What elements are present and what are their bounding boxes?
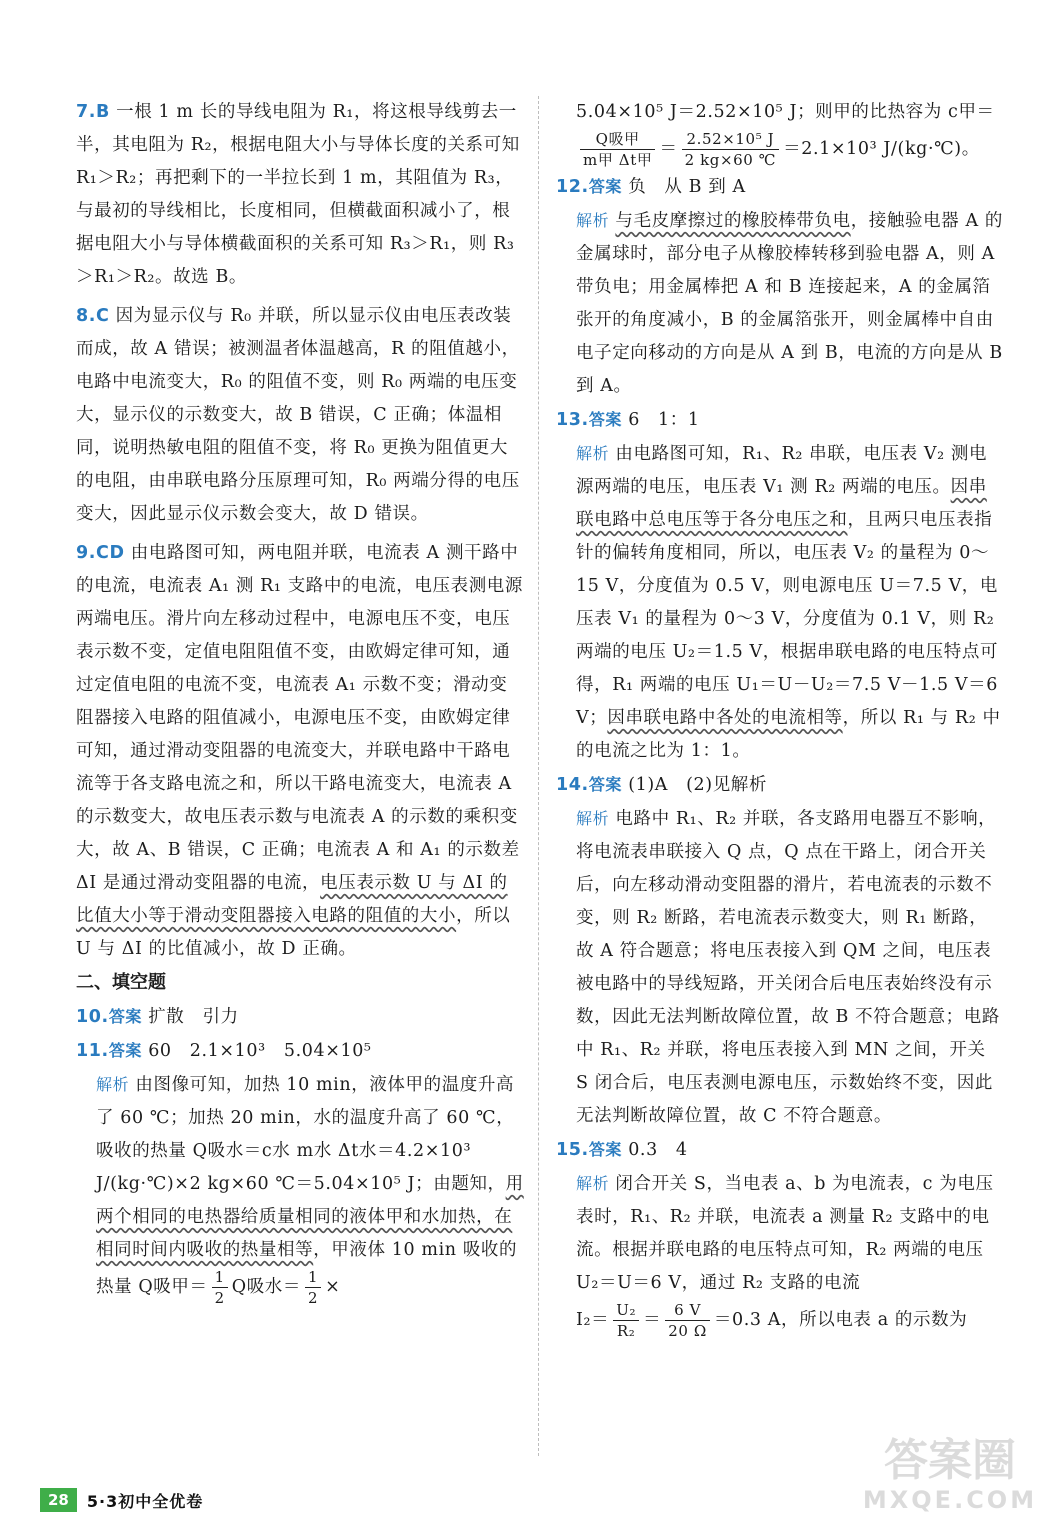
question-11-emphasis: 用两个相同的电热器给质量相同的液体甲和水加热，在相同时间内吸收的热量相等 <box>96 1174 524 1260</box>
explanation-tag: 解析 <box>576 809 610 828</box>
question-7 <box>76 96 524 294</box>
question-14-answer-text: (1)A (2)见解析 <box>628 775 768 795</box>
question-11-expl-a: 由图像可知，加热 10 min，液体甲的温度升高了 60 ℃；加热 20 min，水的温度升高了 60 ℃，吸收的热量 Q吸水＝c水 m水 Δt水＝4.2×10³ J/(kg·℃)×2 kg×60 ℃＝5.04×10⁵ J；由题知， <box>96 1075 515 1194</box>
watermark-line-1: 答案圈 <box>884 1435 1016 1486</box>
question-15-number: 15. <box>556 1140 589 1160</box>
question-8-number: 8.C <box>76 306 110 326</box>
answer-tag: 答案 <box>108 1041 143 1060</box>
question-8 <box>76 300 524 531</box>
equals-sign: ＝ <box>643 1310 662 1330</box>
question-12-answer-text: 负 从 B 到 A <box>628 177 746 197</box>
question-13-emphasis-2: 因串联电路中各处的电流相等 <box>607 708 843 728</box>
question-9-text-a: 由电路图可知，两电阻并联，电流表 A 测干路中的电流，电流表 A₁ 测 R₁ 支路中的电流，电压表测电源两端电压。滑片向左移动过程中，电源电压不变，电压表示数不变，定值电阻阻值不变，由欧姆定律可知，通过定值电阻的电流不变，电流表 A₁ 示数不变；滑动变阻器接入电路的阻值减小，电源电压不变，由欧姆定律可知，通过滑动变阻器的电流变大，并联电路中干路电流等于各支路电流之和，所以干路电流变大，电流表 A 的示数变大，故电压表示数与电流表 A 的示数的乘积变大，故 A、B 错误，C 正确；电流表 A 和 A₁ 的示数差 ΔI 是通过滑动变阻器的电流， <box>76 543 523 893</box>
question-12-expl: ，接触验电器 A 的金属球时，部分电子从橡胶棒转移到验电器 A，则 A 带负电；用金属棒把 A 和 B 连接起来，A 的金属箔张开的角度减小，B 的金属箔张开，则金属棒中自由电子定向移动的方向是从 A 到 B，电流的方向是从 B 到 A。 <box>576 211 1003 396</box>
explanation-tag: 解析 <box>96 1075 130 1094</box>
question-9-emphasis: 电压表示数 U 与 ΔI 的比值大小等于滑动变阻器接入电路的阻值的大小 <box>76 873 508 926</box>
question-10-answer <box>76 1000 524 1034</box>
question-14-explanation <box>556 802 1004 1133</box>
watermark-logo <box>855 1436 1045 1526</box>
question-11-answer <box>76 1034 524 1068</box>
times-sign: × <box>325 1277 341 1297</box>
question-14-expl: 电路中 R₁、R₂ 并联，各支路用电器互不影响，将电流表串联接入 Q 点，Q 点在干路上，闭合开关后，向左移动滑动变阻器的滑片，若电流表的示数不变，则 R₂ 断路，若电流表示数变大，则 R₁ 断路，故 A 符合题意；将电压表接入到 QM 之间，电压表被电路中的导线短路，开关闭合后电压表始终没有示数，因此无法判断故障位置，故 B 不符合题意；电路中 R₁、R₂ 并联，将电压表接入到 MN 之间，开关 S 闭合后，电压表测电源电压，示数始终不变，因此无法判断故障位置，故 C 不符合题意。 <box>576 809 1000 1126</box>
question-13-answer-text: 6 1：1 <box>628 410 700 430</box>
equals-sign: ＝ <box>659 139 678 159</box>
explanation-tag: 解析 <box>576 1174 610 1193</box>
question-15-expl: 闭合开关 S，当电表 a、b 为电流表，c 为电压表时，R₁、R₂ 并联，电流表 a 测量 R₂ 支路中的电流。根据并联电路的电压特点可知，R₂ 两端的电压 U₂＝U＝6 V，通过 R₂ 支路的电流 <box>576 1174 994 1293</box>
answer-tag: 答案 <box>588 410 623 429</box>
question-13-number: 13. <box>556 410 589 430</box>
question-10-answer-text: 扩散 引力 <box>148 1007 239 1027</box>
question-13-emphasis-1: 因串联电路中总电压等于各分电压之和 <box>576 477 987 530</box>
book-brand: 5·3初中全优卷 <box>86 1491 204 1511</box>
left-column <box>76 96 524 1308</box>
fraction-specific-heat: $\frac{\text{Q吸甲}}{\text{m甲 Δt甲}}$ <box>580 129 655 170</box>
question-13-expl-a: 由电路图可知，R₁、R₂ 串联，电压表 V₂ 测电源两端的电压，电压表 V₁ 测 R₂ 两端的电压。 <box>576 444 988 497</box>
question-9 <box>76 537 524 966</box>
answer-tag: 答案 <box>588 177 623 196</box>
question-8-text: 因为显示仪与 R₀ 并联，所以显示仪由电压表改装而成，故 A 错误；被测温者体温越高，R 的阻值越小，电路中电流变大，R₀ 的阻值不变，则 R₀ 两端的电压变大，显示仪的示数变大，故 B 错误，C 正确；体温相同，说明热敏电阻的阻值不变，将 R₀ 更换为阻值更大的电阻，由串联电路分压原理可知，R₀ 两端分得的电压变大，因此显示仪示数会变大，故 D 错误。 <box>76 306 520 524</box>
question-7-number: 7.B <box>76 102 110 122</box>
column-divider <box>538 96 539 1456</box>
question-12-emphasis: 与毛皮摩擦过的橡胶棒带负电 <box>615 211 851 231</box>
answer-tag: 答案 <box>108 1007 143 1026</box>
continued-text: 5.04×10⁵ J＝2.52×10⁵ J；则甲的比热容为 c甲＝ <box>576 102 995 122</box>
question-15-end: ＝0.3 A，所以电表 a 的示数为 <box>713 1310 968 1330</box>
question-12-answer <box>556 170 1004 204</box>
question-13-explanation <box>556 437 1004 768</box>
question-12-number: 12. <box>556 177 589 197</box>
question-15-answer-text: 0.3 4 <box>628 1140 688 1160</box>
question-11-expl-b: ，甲液体 10 min 吸收的热量 Q吸甲＝ <box>96 1240 518 1297</box>
question-11-continued <box>556 96 1004 170</box>
question-13-answer <box>556 403 1004 437</box>
question-12-explanation <box>556 204 1004 403</box>
watermark-line-2: MXQE.COM <box>862 1486 1038 1514</box>
answer-tag: 答案 <box>588 775 623 794</box>
explanation-tag: 解析 <box>576 211 610 230</box>
question-11-expl-c: Q吸水＝ <box>231 1277 302 1297</box>
fraction-half: $\frac{1}{2}$ <box>212 1267 228 1308</box>
right-column <box>556 96 1004 1341</box>
question-14-number: 14. <box>556 775 589 795</box>
page-footer <box>40 1488 203 1512</box>
current-symbol: I₂＝ <box>576 1310 610 1330</box>
question-10-number: 10. <box>76 1007 109 1027</box>
fraction-values: $\frac{\text{2.52×10⁵ J}}{2 kg\times 60 ℃}$ <box>682 129 780 170</box>
question-13-expl-c: ，所以 R₁ 与 R₂ 中的电流之比为 1：1。 <box>576 708 1001 761</box>
question-11-answer-text: 60 2.1×10³ 5.04×10⁵ <box>148 1041 372 1061</box>
question-9-text-b: ，所以 U 与 ΔI 的比值减小，故 D 正确。 <box>76 906 511 959</box>
fraction-numbers: $\frac{6 V}{20 \Omega}$ <box>665 1300 710 1341</box>
page-number: 28 <box>40 1488 77 1512</box>
specific-heat-result: ＝2.1×10³ J/(kg·℃)。 <box>783 139 980 159</box>
question-7-text: 一根 1 m 长的导线电阻为 R₁，将这根导线剪去一半，其电阻为 R₂，根据电阻大小与导体长度的关系可知 R₁＞R₂；再把剩下的一半拉长到 1 m，其阻值为 R₃，与最初的导线相比，长度相同，但横截面积减小了，根据电阻大小与导体横截面积的关系可知 R₃＞R₁，则 R₃＞R₁＞R₂。故选 B。 <box>76 102 520 287</box>
question-11-number: 11. <box>76 1041 109 1061</box>
question-15-answer <box>556 1133 1004 1167</box>
question-11-explanation <box>76 1068 524 1308</box>
answer-tag: 答案 <box>588 1140 623 1159</box>
section-heading: 二、填空题 <box>76 972 166 993</box>
fraction-half-2: $\frac{1}{2}$ <box>305 1267 321 1308</box>
question-13-expl-b: ，且两只电压表指针的偏转角度相同，所以，电压表 V₂ 的量程为 0～15 V，分度值为 0.5 V，则电源电压 U＝7.5 V，电压表 V₁ 的量程为 0～3 V，分度值为 0.1 V，则 R₂ 两端的电压 U₂＝1.5 V，根据串联电路的电压特点可得，R₁ 两端的电压 U₁＝U－U₂＝7.5 V－1.5 V＝6 V； <box>576 510 999 728</box>
question-15-explanation <box>556 1167 1004 1341</box>
question-14-answer <box>556 768 1004 802</box>
fraction-ohm-law: $\frac{\text{U₂}}{\text{R₂}}$ <box>613 1300 639 1341</box>
question-9-number: 9.CD <box>76 543 125 563</box>
explanation-tag: 解析 <box>576 444 610 463</box>
